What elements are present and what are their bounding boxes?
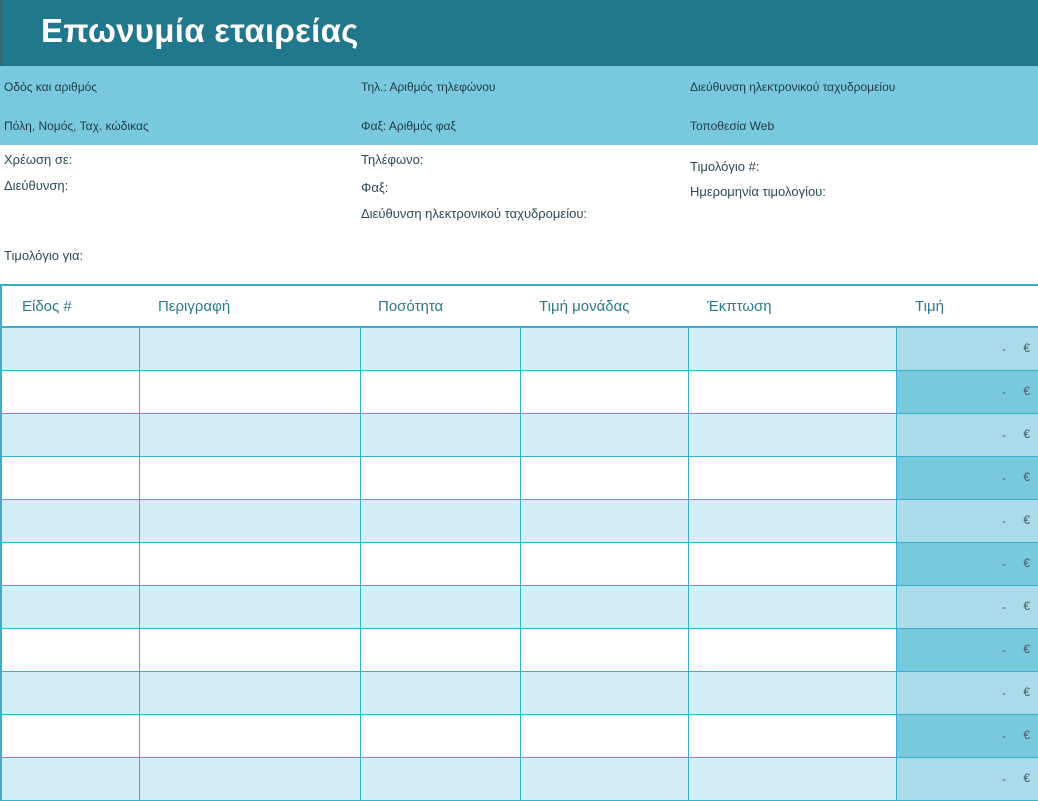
description-cell[interactable] bbox=[139, 413, 360, 456]
table-row bbox=[1, 671, 1038, 714]
price-cell[interactable] bbox=[896, 757, 1038, 800]
unit-price-cell[interactable] bbox=[520, 542, 688, 585]
currency-symbol: € bbox=[1023, 555, 1030, 570]
item-number-cell[interactable] bbox=[1, 542, 139, 585]
item-number-cell[interactable] bbox=[1, 370, 139, 413]
table-row bbox=[1, 370, 1038, 413]
item-number-cell[interactable] bbox=[1, 714, 139, 757]
invoice-number-label[interactable]: Τιμολόγιο #: bbox=[690, 159, 760, 174]
table-row bbox=[1, 327, 1038, 370]
bill-to-label[interactable]: Χρέωση σε: bbox=[4, 152, 73, 167]
company-city[interactable]: Πόλη, Νομός, Ταχ. κώδικας bbox=[4, 119, 149, 133]
fax-label[interactable]: Φαξ: bbox=[361, 180, 389, 195]
price-cell[interactable] bbox=[896, 671, 1038, 714]
unit-price-cell[interactable] bbox=[520, 671, 688, 714]
discount-cell[interactable] bbox=[688, 413, 896, 456]
price-value: - bbox=[1002, 642, 1006, 657]
title-bar bbox=[0, 0, 1038, 66]
table-row bbox=[1, 413, 1038, 456]
description-cell[interactable] bbox=[139, 585, 360, 628]
unit-price-cell[interactable] bbox=[520, 456, 688, 499]
discount-cell[interactable] bbox=[688, 370, 896, 413]
currency-symbol: € bbox=[1023, 469, 1030, 484]
column-header-item-number[interactable]: Είδος # bbox=[1, 285, 139, 327]
table-row bbox=[1, 499, 1038, 542]
quantity-cell[interactable] bbox=[360, 499, 520, 542]
item-number-cell[interactable] bbox=[1, 499, 139, 542]
description-cell[interactable] bbox=[139, 671, 360, 714]
unit-price-cell[interactable] bbox=[520, 757, 688, 800]
table-header-row bbox=[1, 285, 1038, 327]
price-cell[interactable] bbox=[896, 370, 1038, 413]
currency-symbol: € bbox=[1023, 341, 1030, 355]
price-value: - bbox=[1002, 685, 1006, 700]
price-cell[interactable] bbox=[896, 585, 1038, 628]
company-email[interactable]: Διεύθυνση ηλεκτρονικού ταχυδρομείου bbox=[690, 80, 896, 94]
phone-label[interactable]: Τηλέφωνο: bbox=[361, 152, 424, 167]
item-number-cell[interactable] bbox=[1, 628, 139, 671]
item-number-cell[interactable] bbox=[1, 456, 139, 499]
currency-symbol: € bbox=[1023, 684, 1030, 699]
quantity-cell[interactable] bbox=[360, 327, 520, 370]
description-cell[interactable] bbox=[139, 370, 360, 413]
discount-cell[interactable] bbox=[688, 757, 896, 800]
quantity-cell[interactable] bbox=[360, 714, 520, 757]
discount-cell[interactable] bbox=[688, 585, 896, 628]
discount-cell[interactable] bbox=[688, 327, 896, 370]
discount-cell[interactable] bbox=[688, 714, 896, 757]
unit-price-cell[interactable] bbox=[520, 585, 688, 628]
currency-symbol: € bbox=[1023, 641, 1030, 656]
quantity-cell[interactable] bbox=[360, 413, 520, 456]
price-cell[interactable] bbox=[896, 456, 1038, 499]
item-number-cell[interactable] bbox=[1, 413, 139, 456]
price-value: - bbox=[1002, 556, 1006, 571]
discount-cell[interactable] bbox=[688, 542, 896, 585]
price-cell[interactable] bbox=[896, 327, 1038, 370]
description-cell[interactable] bbox=[139, 499, 360, 542]
quantity-cell[interactable] bbox=[360, 456, 520, 499]
currency-symbol: € bbox=[1023, 383, 1030, 398]
price-cell[interactable] bbox=[896, 413, 1038, 456]
unit-price-cell[interactable] bbox=[520, 628, 688, 671]
price-value: - bbox=[1002, 513, 1006, 528]
description-cell[interactable] bbox=[139, 456, 360, 499]
unit-price-cell[interactable] bbox=[520, 413, 688, 456]
quantity-cell[interactable] bbox=[360, 370, 520, 413]
price-value: - bbox=[1002, 470, 1006, 485]
price-value: - bbox=[1002, 728, 1006, 743]
quantity-cell[interactable] bbox=[360, 757, 520, 800]
unit-price-cell[interactable] bbox=[520, 714, 688, 757]
column-header-description[interactable]: Περιγραφή bbox=[139, 285, 360, 327]
table-row bbox=[1, 585, 1038, 628]
price-cell[interactable] bbox=[896, 628, 1038, 671]
table-row bbox=[1, 456, 1038, 499]
price-value: - bbox=[1002, 427, 1006, 442]
item-number-cell[interactable] bbox=[1, 327, 139, 370]
discount-cell[interactable] bbox=[688, 499, 896, 542]
unit-price-cell[interactable] bbox=[520, 370, 688, 413]
discount-cell[interactable] bbox=[688, 456, 896, 499]
email-label[interactable]: Διεύθυνση ηλεκτρονικού ταχυδρομείου: bbox=[361, 206, 588, 221]
description-cell[interactable] bbox=[139, 628, 360, 671]
column-header-unit-price[interactable]: Τιμή μονάδας bbox=[520, 285, 688, 327]
discount-cell[interactable] bbox=[688, 671, 896, 714]
description-cell[interactable] bbox=[139, 542, 360, 585]
column-header-discount[interactable]: Έκπτωση bbox=[688, 285, 896, 327]
table-row bbox=[1, 714, 1038, 757]
item-number-cell[interactable] bbox=[1, 757, 139, 800]
table-row bbox=[1, 757, 1038, 800]
description-cell[interactable] bbox=[139, 714, 360, 757]
quantity-cell[interactable] bbox=[360, 585, 520, 628]
unit-price-cell[interactable] bbox=[520, 499, 688, 542]
table-row bbox=[1, 542, 1038, 585]
table-row bbox=[1, 628, 1038, 671]
invoice-items-table bbox=[0, 284, 1038, 801]
company-website[interactable]: Τοποθεσία Web bbox=[690, 119, 775, 133]
price-value: - bbox=[1002, 599, 1006, 614]
item-number-cell[interactable] bbox=[1, 585, 139, 628]
quantity-cell[interactable] bbox=[360, 628, 520, 671]
quantity-cell[interactable] bbox=[360, 542, 520, 585]
price-cell[interactable] bbox=[896, 542, 1038, 585]
unit-price-cell[interactable] bbox=[520, 327, 688, 370]
company-info-bar bbox=[0, 66, 1038, 145]
price-cell[interactable] bbox=[896, 714, 1038, 757]
invoice-for-label[interactable]: Τιμολόγιο για: bbox=[4, 248, 84, 263]
quantity-cell[interactable] bbox=[360, 671, 520, 714]
column-header-quantity[interactable]: Ποσότητα bbox=[360, 285, 520, 327]
company-name[interactable]: Επωνυμία εταιρείας bbox=[41, 12, 359, 49]
price-value: - bbox=[1002, 384, 1006, 399]
currency-symbol: € bbox=[1023, 727, 1030, 742]
currency-symbol: € bbox=[1023, 598, 1030, 613]
description-cell[interactable] bbox=[139, 757, 360, 800]
price-value: - bbox=[1002, 342, 1006, 356]
company-phone[interactable]: Τηλ.: Αριθμός τηλεφώνου bbox=[361, 80, 496, 94]
currency-symbol: € bbox=[1023, 770, 1030, 785]
discount-cell[interactable] bbox=[688, 628, 896, 671]
price-value: - bbox=[1002, 771, 1006, 786]
invoice-date-label[interactable]: Ημερομηνία τιμολογίου: bbox=[690, 184, 826, 199]
column-header-price[interactable]: Τιμή bbox=[896, 285, 1038, 327]
company-street[interactable]: Οδός και αριθμός bbox=[4, 80, 98, 94]
price-cell[interactable] bbox=[896, 499, 1038, 542]
company-fax[interactable]: Φαξ: Αριθμός φαξ bbox=[361, 119, 456, 133]
item-number-cell[interactable] bbox=[1, 671, 139, 714]
description-cell[interactable] bbox=[139, 327, 360, 370]
currency-symbol: € bbox=[1023, 512, 1030, 527]
currency-symbol: € bbox=[1023, 426, 1030, 441]
address-label[interactable]: Διεύθυνση: bbox=[4, 178, 69, 193]
